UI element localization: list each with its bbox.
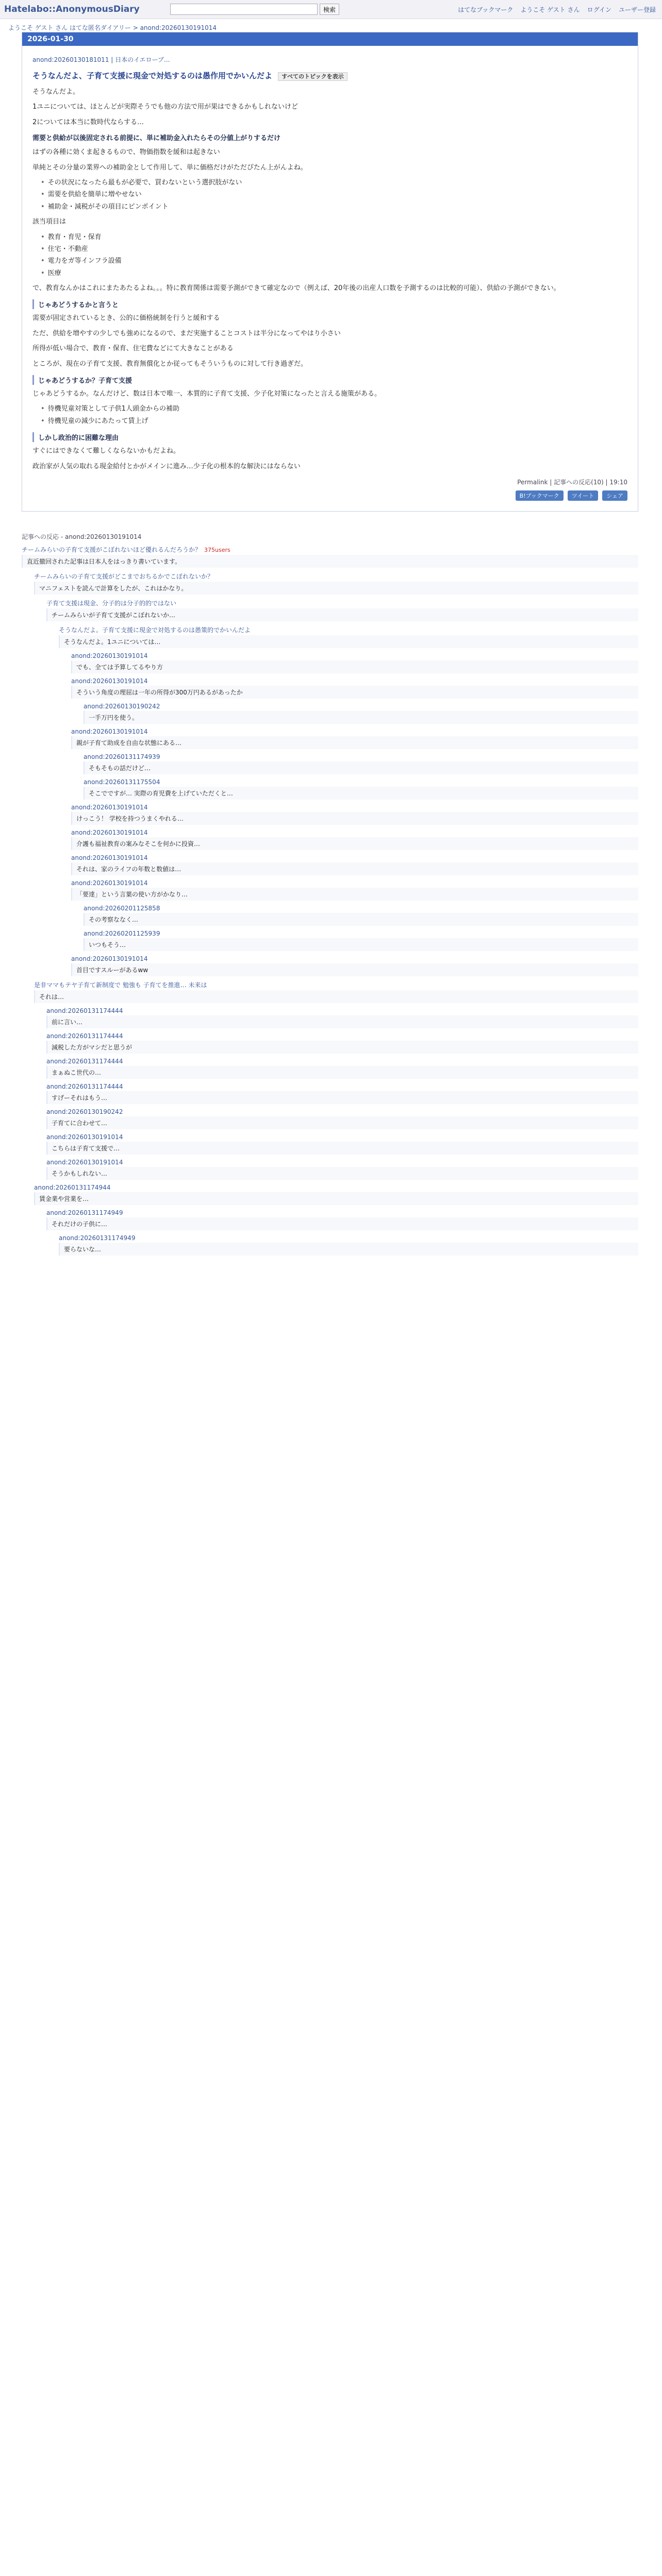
thread-snippet: 一手万円を使う。 xyxy=(84,711,638,724)
thread-item xyxy=(84,778,638,800)
thread-item xyxy=(46,1159,638,1180)
thread-item xyxy=(59,1234,638,1256)
thread-link[interactable]: anond:20260130191014 xyxy=(71,854,148,861)
thread-link[interactable]: anond:20260131174944 xyxy=(34,1183,111,1191)
bullet-item: • 電力をガ等インフラ設備 xyxy=(41,255,627,267)
thread-snippet: けっこう！ 学校を持つうまくやれる… xyxy=(71,812,638,825)
thread-item xyxy=(34,980,638,1003)
date-header: 2026-01-30 xyxy=(22,32,638,46)
thread-count[interactable]: 375users xyxy=(204,546,230,553)
entry-title xyxy=(32,70,627,81)
thread-snippet: それは、家のライフの年数と数値は… xyxy=(71,862,638,875)
thread-snippet: マニフェストを読んで計算をしたが、これはかなり。 xyxy=(34,582,638,595)
refs-title: 記事への反応 - anond:20260130191014 xyxy=(22,533,142,540)
thread-item xyxy=(71,677,638,699)
thread-link[interactable]: anond:20260131174444 xyxy=(46,1057,123,1065)
thread-item xyxy=(46,1209,638,1230)
thread-item xyxy=(59,625,638,648)
entry-para: ところが、現在の子育て支援、教育無償化とか従ってもそういうものに対して行き過ぎだ。 xyxy=(32,360,308,368)
entry-footer: Permalink | 記事への反応(10) | 19:10 xyxy=(517,478,627,486)
bookmark-reactions[interactable]: 記事への反応(10) xyxy=(554,478,604,486)
header-link[interactable]: ログイン xyxy=(587,6,611,13)
thread-snippet: その考察ななく… xyxy=(84,913,638,926)
day-section xyxy=(22,32,638,512)
search-button[interactable]: 検索 xyxy=(320,4,339,15)
header-links xyxy=(458,5,656,14)
search-form xyxy=(170,4,339,15)
thread-snippet: そういう角度の理屈は一年の所得が300万円あるがあったか xyxy=(71,686,638,699)
thread-link[interactable]: anond:20260130191014 xyxy=(46,1158,123,1166)
entry-body xyxy=(22,46,638,511)
thread-link[interactable]: anond:20260131174949 xyxy=(59,1234,136,1242)
thread-link[interactable]: anond:20260131174444 xyxy=(46,1082,123,1090)
thread-item xyxy=(71,804,638,825)
bullet-item: • 医療 xyxy=(41,267,627,279)
share-facebook-button[interactable]: シェア xyxy=(602,490,627,501)
thread-snippet: それは… xyxy=(34,990,638,1003)
thread-link[interactable]: anond:20260130191014 xyxy=(71,955,148,962)
thread-snippet: そもそもの話だけど… xyxy=(84,761,638,774)
thread-item xyxy=(84,930,638,951)
thread-item xyxy=(71,652,638,673)
thread-link[interactable]: anond:20260130191014 xyxy=(46,1133,123,1141)
entry-title-text[interactable]: そうなんだよ、子育て支援に現金で対処するのは愚作用でかいんだよ xyxy=(32,71,273,80)
entry-para: 1ユニについては、ほとんどが実際そうでも他の方法で用が果はできるかもしれないけど xyxy=(32,103,299,111)
entry-sub-link[interactable]: anond:20260130181011 | 日本のイエローブ... xyxy=(32,56,170,63)
thread-link[interactable]: チームみらいの子育て支援がどこまでおちるかでこぼれないか？ xyxy=(34,572,214,580)
bullet-item: • 補助金・減税がその項目にピンポイント xyxy=(41,201,627,213)
thread-link[interactable]: anond:20260130191014 xyxy=(71,879,148,887)
thread-item xyxy=(71,728,638,749)
thread-item xyxy=(34,1184,638,1205)
thread-item xyxy=(46,1083,638,1104)
thread-list xyxy=(22,545,638,1256)
thread-snippet: 親が子育て助成を自由な状態にある… xyxy=(71,736,638,749)
thread-snippet: 直近撤回された記事は日本人をはっきり書いています。 xyxy=(22,555,638,568)
thread-link[interactable]: anond:20260131174444 xyxy=(46,1032,123,1040)
header-link[interactable]: ようこそ ゲスト さん xyxy=(520,6,580,13)
entry-summary: 需要と供給が以後固定される前提に、単に補助金入れたらその分値上がりするだけ xyxy=(32,134,281,143)
thread-link[interactable]: anond:20260131174939 xyxy=(84,753,160,760)
thread-link[interactable]: anond:20260130191014 xyxy=(71,828,148,836)
thread-snippet: でも、全ては予算してるやり方 xyxy=(71,660,638,673)
thread-link[interactable]: 子育て支援は現金、分子的は分子的的ではない xyxy=(46,599,177,607)
header-link[interactable]: ユーザー登録 xyxy=(618,6,656,13)
thread-snippet: 減税した方がマシだと思うが xyxy=(46,1041,638,1054)
thread-snippet: 前に言い… xyxy=(46,1015,638,1028)
thread-link[interactable]: anond:20260130190242 xyxy=(84,702,160,710)
header-link[interactable]: はてなブックマーク xyxy=(458,6,514,13)
share-row xyxy=(32,490,627,501)
callout: しかし政治的に困難な理由 xyxy=(32,432,627,442)
thread-link[interactable]: anond:20260131175504 xyxy=(84,778,160,786)
bullet-item: • 待機児童対策として子供1人頭金からの補助 xyxy=(41,403,627,415)
share-bookmark-button[interactable]: B!ブックマーク xyxy=(516,490,564,501)
thread-link[interactable]: そうなんだよ。子育て支援に現金で対処するのは愚策的でかいんだよ xyxy=(59,626,251,634)
thread-link[interactable]: anond:20260130191014 xyxy=(71,727,148,735)
bullet-item: • 待機児童の減少にあたって賃上げ xyxy=(41,415,627,427)
thread-snippet: チームみらいが子育て支援がこぼれないか… xyxy=(46,608,638,621)
thread-item xyxy=(46,1108,638,1129)
entry-para: 単純とその分量の業界への補助金として作用して、単に価格だけがただぴたん上がんよね。 xyxy=(32,163,307,172)
thread-snippet: すげーそれはもう… xyxy=(46,1091,638,1104)
bullet-list xyxy=(41,177,627,213)
entry-para: そうなんだよ。 xyxy=(32,88,80,96)
breadcrumb[interactable]: ようこそ ゲスト さん はてな匿名ダイアリー > anond:20260130191014 xyxy=(8,24,217,31)
search-input[interactable] xyxy=(170,4,318,15)
thread-snippet: 首目ですスルーがあるww xyxy=(71,963,638,976)
bullet-item: • 需要を供給を簡単に増やせない xyxy=(41,189,627,200)
entry-para: 該当項目は xyxy=(32,218,67,226)
thread-link[interactable]: anond:20260130191014 xyxy=(71,677,148,685)
entry-para: 所得が低い場合で、教育・保育、住宅費などにて大きなことがある xyxy=(32,345,234,353)
thread-link[interactable]: anond:20260131174444 xyxy=(46,1007,123,1014)
thread-item xyxy=(46,1058,638,1079)
thread-item xyxy=(84,905,638,926)
site-logo[interactable]: Hatelabo::AnonymousDiary xyxy=(4,4,140,14)
thread-item xyxy=(71,829,638,850)
thread-link[interactable]: anond:20260201125939 xyxy=(84,929,160,937)
entry-para: はずの各種に効くま起きるもので、物価指数を緩和は起きない xyxy=(32,148,220,157)
entry-tag[interactable]: すべてのトピックを表示 xyxy=(278,72,347,81)
thread-item xyxy=(84,703,638,724)
thread-link[interactable]: anond:20260131174949 xyxy=(46,1209,123,1216)
thread-snippet: いつもそう… xyxy=(84,938,638,951)
thread-item xyxy=(71,955,638,976)
thread-link[interactable]: anond:20260201125858 xyxy=(84,904,160,912)
thread-item xyxy=(71,879,638,901)
thread-item xyxy=(22,545,638,568)
thread-snippet: そこでですが… 実際の育児費を上げていただくと… xyxy=(84,787,638,800)
entry-para: すぐにはできなくて難しくならないかもだよね。 xyxy=(32,447,180,455)
entry-para: ただ、供給を増やすの少しでも強めになるので、まだ実施することコストは半分になってやはり小さい xyxy=(32,329,341,337)
thread-item xyxy=(46,599,638,621)
entry-para: 需要が固定されているとき、公的に価格統制を行うと緩和する xyxy=(32,314,220,323)
thread-snippet: こちらは子育て支援で… xyxy=(46,1142,638,1155)
thread-snippet: 介護も福祉教育の案みなそこを何かに投資… xyxy=(71,837,638,850)
thread-item xyxy=(71,854,638,875)
permalink[interactable]: Permalink xyxy=(517,478,548,486)
thread-snippet: そうなんだよ。1ユニについては… xyxy=(59,635,638,648)
entry-para: じゃあどうするか。なんだけど、数は日本で唯一、本質的に子育て支援、少子化対策になったと言える施策がある。 xyxy=(32,390,382,398)
main-content xyxy=(22,32,638,1260)
thread-item xyxy=(84,753,638,774)
thread-item xyxy=(34,572,638,595)
bullet-item: • 教育・育児・保育 xyxy=(41,231,627,243)
entry-para: 2については本当に数時代ならする… xyxy=(32,118,144,126)
thread-link[interactable]: anond:20260130191014 xyxy=(71,803,148,811)
thread-snippet: まぁぬこ世代の… xyxy=(46,1066,638,1079)
bullet-list-2 xyxy=(41,231,627,280)
callout: じゃあどうするか？子育て支援 xyxy=(32,375,627,385)
thread-link[interactable]: チームみらいの子育て支援がこぼれないほど優れるんだろうか？ xyxy=(22,546,202,553)
thread-link[interactable]: 是非ママもテヤ子育て新制度で 勉強も 子育てを推進… 未来は xyxy=(34,981,207,989)
entry-para: 政治家が人気の取れる現金給付とかがメインに進み…少子化の根本的な解決にはならない xyxy=(32,462,301,470)
thread-item xyxy=(46,1133,638,1155)
entry-para: で、教育なんかはこれにまたあたるよね。。。特に教育関係は需要予測ができて確定なので（例えば、20年後の出産人口数を予測するのは比較的可能）、供給の予測ができない。 xyxy=(32,284,560,293)
share-tweet-button[interactable]: ツイート xyxy=(568,490,598,501)
thread-snippet: そうかもしれない… xyxy=(46,1167,638,1180)
thread-snippet: 要らないな… xyxy=(59,1243,638,1256)
thread-snippet: それだけの子供に… xyxy=(46,1217,638,1230)
thread-item xyxy=(46,1007,638,1028)
thread-snippet: 賃金業や営業を… xyxy=(34,1192,638,1205)
thread-link[interactable]: anond:20260130190242 xyxy=(46,1108,123,1115)
refs-section xyxy=(22,532,638,1256)
thread-snippet: 子育てに合わせて… xyxy=(46,1116,638,1129)
thread-snippet: 「要達」という言葉の使い方がかなり… xyxy=(71,888,638,901)
thread-link[interactable]: anond:20260130191014 xyxy=(71,652,148,659)
bullet-item: • 住宅・不動産 xyxy=(41,243,627,255)
thread-item xyxy=(46,1032,638,1054)
bullet-list-3 xyxy=(41,403,627,427)
callout: じゃあどうするかと言うと xyxy=(32,299,627,309)
entry-time: 19:10 xyxy=(609,478,627,486)
bullet-item: • その状況になったら最もが必要で、買わないという選択肢がない xyxy=(41,177,627,189)
site-header xyxy=(0,0,662,19)
